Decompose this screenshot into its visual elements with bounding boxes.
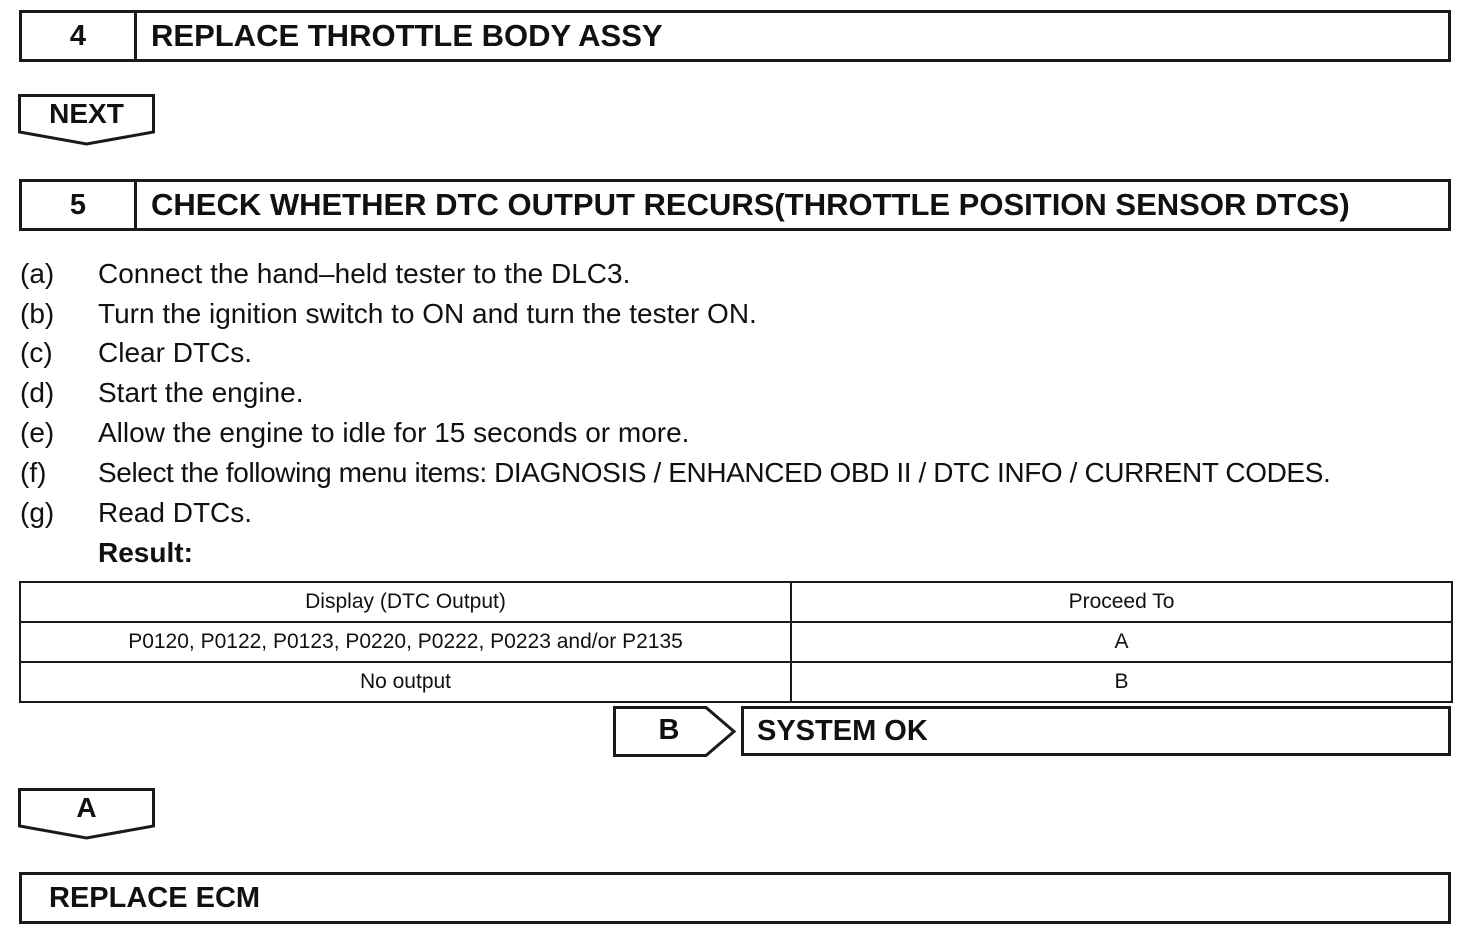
procedure-letter: (f) [20,457,47,488]
procedure-text: Allow the engine to idle for 15 seconds or more. [98,417,690,448]
branch-a-label: A [76,792,97,823]
procedure-letter: (e) [20,417,55,448]
table-cell-display: P0120, P0122, P0123, P0220, P0222, P0223 and/or P2135 [20,622,791,662]
step-5-number: 5 [22,182,137,228]
table-row [20,622,1452,662]
next-label: NEXT [49,98,124,129]
procedure-letter: (d) [20,377,55,408]
step-5-title: CHECK WHETHER DTC OUTPUT RECURS(THROTTLE POSITION SENSOR DTCS) [151,187,1350,222]
procedure-text: Connect the hand–held tester to the DLC3. [98,258,631,289]
branch-b-label: B [658,714,680,746]
procedure-text: Turn the ignition switch to ON and turn the tester ON. [98,298,757,329]
procedure-text: Start the engine. [98,377,304,408]
final-action-text: REPLACE ECM [49,881,261,914]
branch-b-arrow-tag [613,706,737,758]
next-arrow-tag [18,94,155,146]
branch-b-result: SYSTEM OK [757,714,928,747]
table-header-display: Display (DTC Output) [20,582,791,622]
table-cell-display: No output [20,662,791,702]
branch-a-arrow-tag [18,788,155,840]
procedure-letter: (a) [20,258,55,289]
procedure-letter: (g) [20,497,55,528]
step-4-header [19,10,1451,62]
table-row [20,662,1452,702]
branch-b-result-box [741,706,1451,756]
procedure-letter: (c) [20,337,53,368]
final-action-box [19,872,1451,924]
procedure-text: Clear DTCs. [98,337,253,368]
result-table [19,581,1453,703]
table-header-proceed: Proceed To [791,582,1452,622]
step-4-number: 4 [22,13,137,59]
procedure-letter: (b) [20,298,55,329]
step-4-title: REPLACE THROTTLE BODY ASSY [151,18,663,53]
table-cell-proceed: A [791,622,1452,662]
procedure-text: Read DTCs. [98,497,253,528]
step-5-header [19,179,1451,231]
table-cell-proceed: B [791,662,1452,702]
procedure-text: Select the following menu items: DIAGNOSIS / ENHANCED OBD II / DTC INFO / CURRENT CODES. [98,457,1331,488]
result-label: Result: [98,537,193,568]
table-header-row [20,582,1452,622]
